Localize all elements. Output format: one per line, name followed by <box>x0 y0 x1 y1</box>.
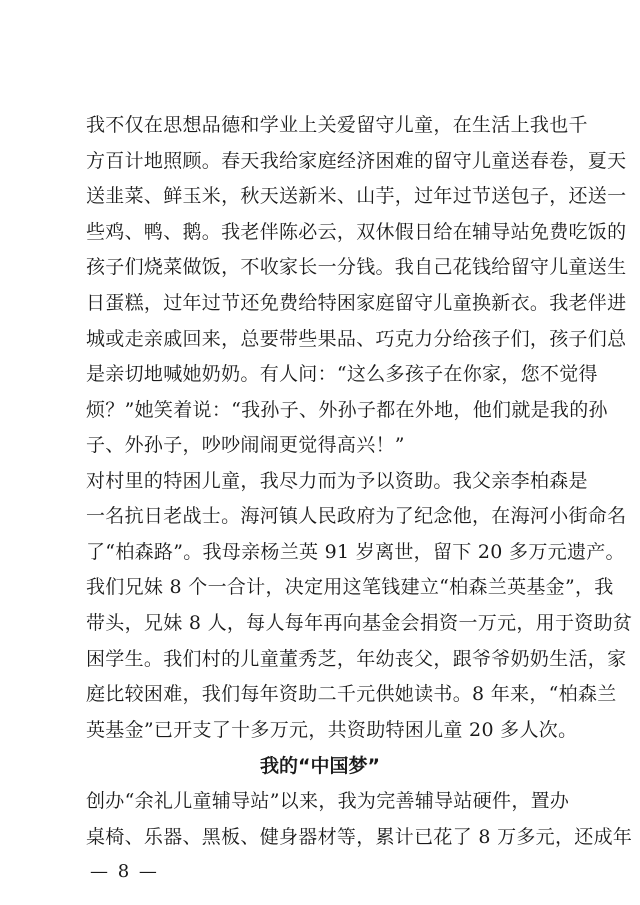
text-line: 是亲切地喊她奶奶。有人问：“这么多孩子在你家，您不觉得 <box>86 363 598 385</box>
text-line: 烦？”她笑着说：“我孙子、外孙子都在外地，他们就是我的孙 <box>86 399 608 421</box>
section-heading: 我的“中国梦” <box>260 755 380 777</box>
text-line: 送韭菜、鲜玉米，秋天送新米、山芋，过年过节送包子，还送一 <box>86 185 627 207</box>
text-line: 一名抗日老战士。海河镇人民政府为了纪念他，在海河小街命名 <box>86 505 627 527</box>
text-line: 我们兄妹 8 个一合计，决定用这笔钱建立“柏森兰英基金”，我 <box>86 576 614 598</box>
text-line: 孩子们烧菜做饭，不收家长一分钱。我自己花钱给留守儿童送生 <box>86 256 627 278</box>
text-line: 子、外孙子，吵吵闹闹更觉得高兴！” <box>86 434 405 456</box>
text-line: 英基金”已开支了十多万元，共资助特困儿童 20 多人次。 <box>86 719 578 741</box>
text-line: 桌椅、乐器、黑板、健身器材等，累计已花了 8 万多元，还成年 <box>86 826 633 848</box>
text-line: 对村里的特困儿童，我尽力而为予以资助。我父亲李柏森是 <box>86 470 588 492</box>
text-line: 我不仅在思想品德和学业上关爱留守儿童，在生活上我也千 <box>86 114 588 136</box>
text-line: 困学生。我们村的儿童董秀芝，年幼丧父，跟爷爷奶奶生活，家 <box>86 648 627 670</box>
text-line: 日蛋糕，过年过节还免费给特困家庭留守儿童换新衣。我老伴进 <box>86 292 627 314</box>
text-line: 了“柏森路”。我母亲杨兰英 91 岁离世，留下 20 多万元遗产。 <box>86 541 625 563</box>
page-number: — 8 — <box>90 861 159 882</box>
text-line: 方百计地照顾。春天我给家庭经济困难的留守儿童送春卷，夏天 <box>86 150 627 172</box>
text-line: 创办“余礼儿童辅导站”以来，我为完善辅导站硬件，置办 <box>86 790 570 812</box>
text-line: 些鸡、鸭、鹅。我老伴陈必云，双休假日给在辅导站免费吃饭的 <box>86 221 627 243</box>
text-line: 庭比较困难，我们每年资助二千元供她读书。8 年来，“柏森兰 <box>86 683 617 705</box>
text-line: 城或走亲戚回来，总要带些果品、巧克力分给孩子们，孩子们总 <box>86 328 627 350</box>
text-line: 带头，兄妹 8 人，每人每年再向基金会捐资一万元，用于资助贫 <box>86 612 633 634</box>
